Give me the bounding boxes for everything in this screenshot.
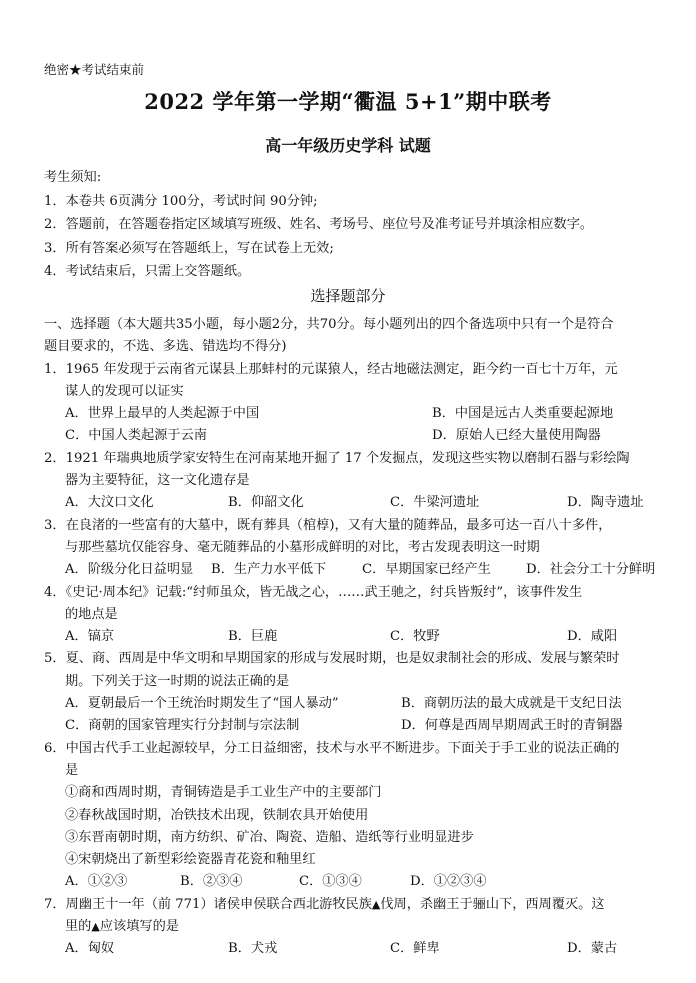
option-d: D．①②③④ [410, 874, 487, 890]
option-c: C．牧野 [390, 629, 440, 645]
option-b: B．仰韶文化 [228, 495, 304, 511]
candidate-notice [44, 166, 664, 284]
option-c: C．鲜卑 [390, 941, 440, 957]
question-1-stem: 1．1965 年发现于云南省元谋县上那蚌村的元谋猿人，经古地磁法测定，距今约一百七十万年，元 [44, 361, 618, 377]
question-6-stem: 6．中国古代手工业起源较早，分工日益细密，技术与水平不断进步。下面关于手工业的说法正确的 [44, 740, 620, 756]
question-2-stem: 2．1921 年瑞典地质学家安特生在河南某地开掘了 17 个发掘点，发现这些实物以磨制石器与彩绘陶 [44, 450, 630, 466]
statement-3: ③东晋南朝时期，南方纺织、矿冶、陶瓷、造船、造纸等行业明显进步 [65, 829, 474, 845]
question-7-options [44, 938, 662, 960]
question-1-options [44, 403, 662, 425]
notice-item: 2．答题前，在答题卷指定区域填写班级、姓名、考场号、座位号及准考证号并填涂相应数字。 [44, 217, 594, 232]
option-b: B．生产力水平低下 [211, 562, 327, 578]
section-intro: 题目要求的，不选、多选、错选均不得分) [44, 339, 287, 355]
section-intro: 一、选择题（本大题共35小题，每小题2分，共70分。每小题列出的四个备选项中只有一个是符合 [44, 317, 614, 332]
option-d: D．咸阳 [567, 629, 618, 645]
question-4-stem-cont: 的地点是 [65, 606, 118, 622]
question-4-stem: 4．《史记·周本纪》记载:“纣师虽众，皆无战之心，……武王驰之，纣兵皆叛纣”，该事件发生 [44, 584, 583, 600]
section-title: 选择题部分 [310, 287, 386, 305]
question-7-stem [44, 894, 662, 916]
question-5-options [44, 715, 662, 737]
option-a: A．阶级分化日益明显 [65, 562, 194, 578]
stem-text: 应该填写的是 [99, 919, 179, 935]
stem-text: 里的 [65, 919, 92, 935]
question-5-stem: 5．夏、商、西周是中华文明和早期国家的形成与发展时期，也是奴隶制社会的形成、发展与繁荣时 [44, 651, 620, 667]
question-6-stem-cont: 是 [65, 762, 79, 778]
option-a: A．匈奴 [65, 941, 115, 957]
secret-label: 绝密★考试结束前 [44, 62, 145, 77]
question-6-options [44, 871, 662, 893]
question-5-stem-cont: 期。下列关于这一时期的说法正确的是 [65, 673, 290, 689]
notice-item: 4．考试结束后，只需上交答题纸。 [44, 264, 251, 279]
statement-1: ①商和西周时期，青铜铸造是手工业生产中的主要部门 [65, 785, 382, 801]
option-c: C．商朝的国家管理实行分封制与宗法制 [65, 718, 300, 734]
option-b: B．商朝历法的最大成就是干支纪日法 [401, 696, 622, 712]
option-c: C．牛梁河遗址 [390, 495, 480, 511]
option-a: A．镐京 [65, 629, 115, 645]
question-2-options [44, 492, 662, 514]
question-1-stem-cont: 谋人的发现可以证实 [65, 383, 184, 399]
blank-marker-icon: ▲ [91, 920, 100, 934]
option-b: B．中国是远古人类重要起源地 [432, 406, 614, 422]
option-c: C．中国人类起源于云南 [65, 428, 207, 444]
question-3-stem: 3．在良渚的一些富有的大墓中，既有葬具（棺椁)，又有大量的随葬品，最多可达一百八十多件， [44, 517, 612, 533]
question-3-options [44, 559, 662, 581]
notice-item: 3．所有答案必须写在答题纸上，写在试卷上无效; [44, 240, 334, 256]
question-5-options [44, 693, 662, 715]
option-b: B．犬戎 [228, 941, 278, 957]
option-b: B．巨鹿 [228, 629, 278, 645]
notice-heading: 考生须知: [44, 170, 102, 185]
option-a: A．①②③ [65, 874, 128, 890]
question-list [44, 314, 662, 961]
question-4-options [44, 626, 662, 648]
statement-2: ②春秋战国时期，冶铁技术出现，铁制农具开始使用 [65, 807, 369, 823]
option-d: D．蒙古 [567, 941, 618, 957]
exam-subtitle: 高一年级历史学科 试题 [265, 136, 431, 155]
stem-text: 7．周幽王十一年（前 771）诸侯申侯联合西北游牧民族 [44, 896, 372, 912]
option-a: A．大汶口文化 [65, 495, 154, 511]
option-d: D．原始人已经大量使用陶器 [432, 428, 601, 444]
option-a: A．世界上最早的人类起源于中国 [65, 406, 260, 422]
notice-item: 1．本卷共 6页满分 100分，考试时间 90分钟; [44, 193, 318, 209]
stem-text: 伐周，杀幽王于骊山下，西周覆灭。这 [380, 896, 605, 912]
option-a: A．夏朝最后一个王统治时期发生了“国人暴动” [65, 696, 339, 712]
option-d: D．陶寺遗址 [567, 495, 644, 511]
option-c: C．①③④ [299, 874, 362, 890]
option-d: D．何尊是西周早期周武王时的青铜器 [401, 718, 623, 734]
question-1-options [44, 425, 662, 447]
statement-4: ④宋朝烧出了新型彩绘瓷器青花瓷和釉里红 [65, 852, 316, 868]
exam-title: 2022 学年第一学期“衢温 5+1”期中联考 [144, 89, 552, 114]
blank-marker-icon: ▲ [371, 897, 381, 911]
option-c: C．早期国家已经产生 [362, 562, 491, 578]
question-2-stem-cont: 器为主要特征，这一文化遗存是 [65, 473, 250, 489]
question-3-stem-cont: 与那些墓坑仅能容身、毫无随葬品的小墓形成鲜明的对比，考古发现表明这一时期 [65, 539, 540, 555]
option-b: B．②③④ [180, 874, 243, 890]
question-7-stem-cont [44, 916, 662, 938]
option-d: D．社会分工十分鲜明 [526, 562, 656, 578]
